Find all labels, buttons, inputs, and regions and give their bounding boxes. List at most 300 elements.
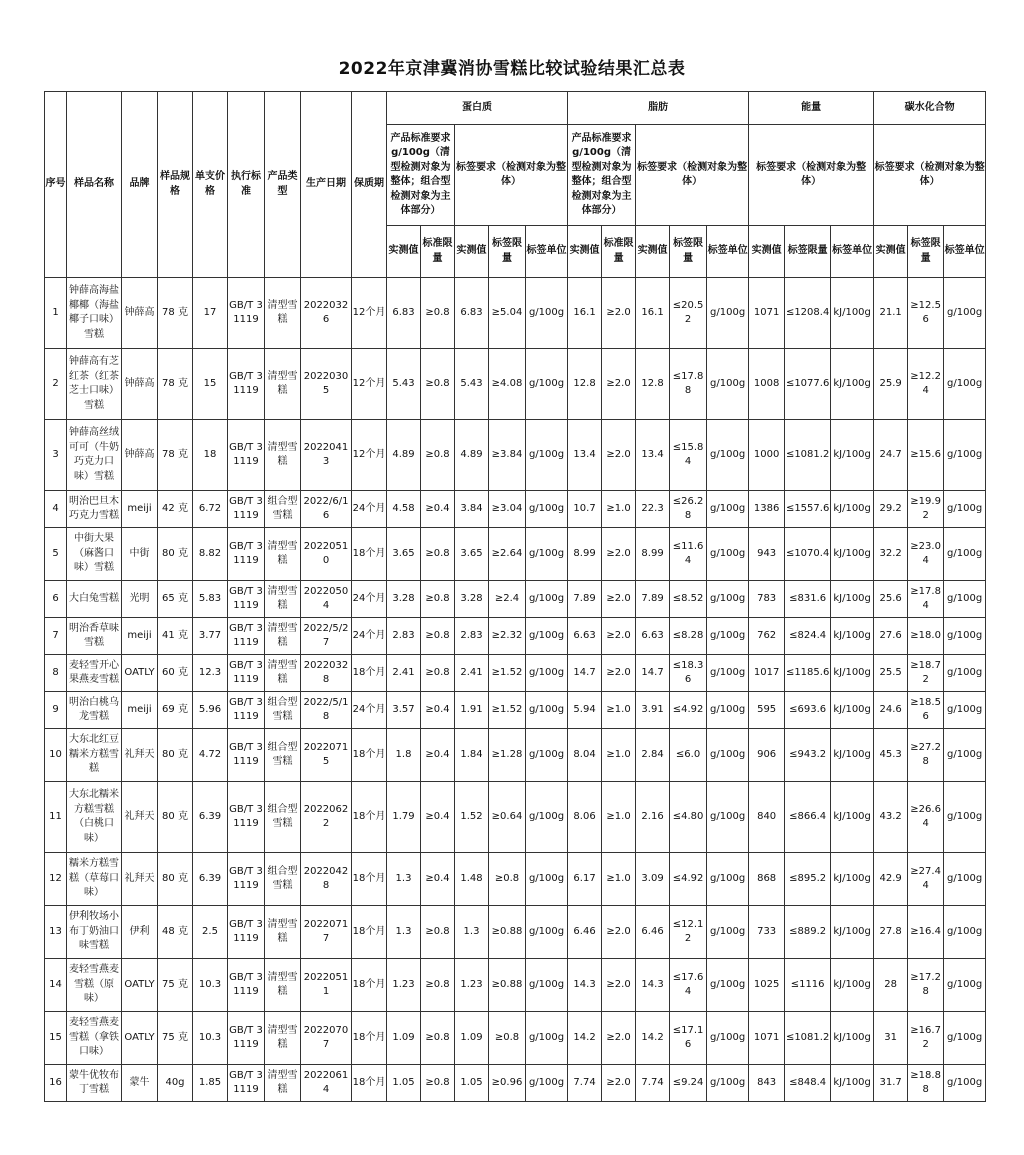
cell-type: 清型雪糕 [265,420,301,491]
cell-std: GB/T 31119 [228,278,265,349]
cell-no: 11 [45,782,67,853]
cell-p-meas: 3.28 [387,581,421,618]
cell-f-lab: 6.46 [636,906,670,959]
cell-f-std: ≥2.0 [602,906,636,959]
cell-e-meas: 868 [749,853,785,906]
cell-spec: 69 克 [158,692,193,729]
cell-brand: 钟薛高 [122,420,158,491]
cell-f-unit: g/100g [707,655,749,692]
cell-brand: 礼拜天 [122,729,158,782]
table-row [45,655,986,692]
cell-brand: 伊利 [122,906,158,959]
cell-price: 3.77 [193,618,228,655]
header-protein: 蛋白质 [387,92,568,125]
cell-date: 20220614 [301,1065,352,1102]
header-fat-measured: 实测值 [568,226,602,278]
cell-no: 1 [45,278,67,349]
cell-type: 清型雪糕 [265,349,301,420]
table-row [45,528,986,581]
cell-e-lim: ≤889.2 [785,906,831,959]
cell-p-meas: 3.57 [387,692,421,729]
cell-type: 清型雪糕 [265,528,301,581]
cell-e-lim: ≤943.2 [785,729,831,782]
cell-p-lim: ≥0.64 [489,782,526,853]
cell-date: 20220428 [301,853,352,906]
cell-type: 组合型雪糕 [265,692,301,729]
cell-f-lab: 3.91 [636,692,670,729]
cell-p-std: ≥0.4 [421,692,455,729]
cell-p-meas: 1.3 [387,906,421,959]
cell-e-meas: 906 [749,729,785,782]
cell-brand: 蒙牛 [122,1065,158,1102]
cell-e-meas: 1008 [749,349,785,420]
cell-type: 组合型雪糕 [265,729,301,782]
cell-p-unit: g/100g [526,581,568,618]
cell-f-unit: g/100g [707,581,749,618]
cell-f-meas: 14.2 [568,1012,602,1065]
cell-f-std: ≥1.0 [602,853,636,906]
header-protein-label-measured: 实测值 [455,226,489,278]
cell-f-std: ≥2.0 [602,278,636,349]
table-row [45,692,986,729]
cell-e-unit: kJ/100g [831,528,874,581]
cell-c-lim: ≥12.56 [908,278,944,349]
cell-type: 清型雪糕 [265,1065,301,1102]
cell-date: 2022/6/16 [301,491,352,528]
cell-f-std: ≥1.0 [602,729,636,782]
cell-std: GB/T 31119 [228,959,265,1012]
cell-name: 钟薛高有芝红茶（红茶芝士口味）雪糕 [67,349,122,420]
table-row [45,618,986,655]
header-standard: 执行标准 [228,92,265,278]
cell-type: 组合型雪糕 [265,491,301,528]
cell-c-unit: g/100g [944,906,986,959]
cell-p-meas: 6.83 [387,278,421,349]
cell-price: 15 [193,349,228,420]
cell-p-lab: 1.3 [455,906,489,959]
cell-c-lim: ≥27.44 [908,853,944,906]
cell-type: 清型雪糕 [265,618,301,655]
cell-f-unit: g/100g [707,349,749,420]
cell-p-meas: 5.43 [387,349,421,420]
cell-f-unit: g/100g [707,1012,749,1065]
cell-price: 12.3 [193,655,228,692]
cell-p-unit: g/100g [526,692,568,729]
cell-p-meas: 1.09 [387,1012,421,1065]
cell-f-unit: g/100g [707,853,749,906]
cell-std: GB/T 31119 [228,853,265,906]
cell-p-unit: g/100g [526,655,568,692]
cell-date: 20220328 [301,655,352,692]
cell-c-meas: 24.7 [874,420,908,491]
cell-f-lab: 16.1 [636,278,670,349]
cell-p-lim: ≥2.32 [489,618,526,655]
cell-c-lim: ≥19.92 [908,491,944,528]
cell-p-std: ≥0.8 [421,655,455,692]
cell-p-lim: ≥0.8 [489,853,526,906]
cell-spec: 78 克 [158,420,193,491]
cell-brand: meiji [122,491,158,528]
cell-spec: 80 克 [158,782,193,853]
header-fat: 脂肪 [568,92,749,125]
cell-c-lim: ≥18.88 [908,1065,944,1102]
cell-price: 4.72 [193,729,228,782]
cell-f-lim: ≤11.64 [670,528,707,581]
cell-f-unit: g/100g [707,782,749,853]
cell-p-std: ≥0.4 [421,782,455,853]
table-row [45,1012,986,1065]
table-row [45,420,986,491]
cell-shelf: 18个月 [352,655,387,692]
cell-shelf: 18个月 [352,1012,387,1065]
cell-f-lim: ≤4.92 [670,692,707,729]
cell-p-unit: g/100g [526,959,568,1012]
cell-p-lab: 1.84 [455,729,489,782]
table-row [45,853,986,906]
cell-e-unit: kJ/100g [831,618,874,655]
cell-e-meas: 1386 [749,491,785,528]
header-carb-label-unit: 标签单位 [944,226,986,278]
cell-name: 蒙牛优牧布丁雪糕 [67,1065,122,1102]
cell-f-lim: ≤15.84 [670,420,707,491]
cell-f-meas: 8.04 [568,729,602,782]
cell-f-std: ≥1.0 [602,491,636,528]
cell-type: 组合型雪糕 [265,782,301,853]
cell-c-meas: 31.7 [874,1065,908,1102]
cell-c-lim: ≥17.84 [908,581,944,618]
cell-no: 8 [45,655,67,692]
cell-date: 20220326 [301,278,352,349]
cell-e-meas: 733 [749,906,785,959]
cell-e-meas: 1025 [749,959,785,1012]
cell-p-meas: 1.79 [387,782,421,853]
cell-c-meas: 25.9 [874,349,908,420]
cell-no: 3 [45,420,67,491]
cell-c-meas: 29.2 [874,491,908,528]
cell-spec: 75 克 [158,959,193,1012]
cell-c-meas: 25.6 [874,581,908,618]
cell-shelf: 18个月 [352,729,387,782]
cell-p-lim: ≥0.8 [489,1012,526,1065]
cell-f-lim: ≤17.88 [670,349,707,420]
cell-spec: 40g [158,1065,193,1102]
cell-e-meas: 783 [749,581,785,618]
cell-c-lim: ≥17.28 [908,959,944,1012]
cell-date: 20220413 [301,420,352,491]
cell-std: GB/T 31119 [228,618,265,655]
cell-c-meas: 31 [874,1012,908,1065]
cell-e-lim: ≤1077.6 [785,349,831,420]
table-row [45,581,986,618]
cell-type: 清型雪糕 [265,906,301,959]
cell-std: GB/T 31119 [228,692,265,729]
cell-std: GB/T 31119 [228,906,265,959]
cell-price: 6.39 [193,853,228,906]
cell-f-lim: ≤17.64 [670,959,707,1012]
cell-spec: 65 克 [158,581,193,618]
cell-brand: 钟薛高 [122,349,158,420]
cell-e-unit: kJ/100g [831,1012,874,1065]
cell-c-lim: ≥27.28 [908,729,944,782]
cell-f-unit: g/100g [707,420,749,491]
cell-p-meas: 4.89 [387,420,421,491]
cell-c-unit: g/100g [944,618,986,655]
cell-std: GB/T 31119 [228,528,265,581]
cell-p-lim: ≥0.88 [489,906,526,959]
cell-f-unit: g/100g [707,528,749,581]
cell-shelf: 18个月 [352,906,387,959]
cell-brand: 钟薛高 [122,278,158,349]
cell-f-lim: ≤4.80 [670,782,707,853]
cell-e-unit: kJ/100g [831,692,874,729]
cell-p-lab: 1.23 [455,959,489,1012]
cell-f-lab: 2.84 [636,729,670,782]
cell-f-std: ≥2.0 [602,618,636,655]
cell-c-lim: ≥18.0 [908,618,944,655]
cell-e-lim: ≤824.4 [785,618,831,655]
cell-price: 5.96 [193,692,228,729]
cell-p-lab: 4.89 [455,420,489,491]
cell-price: 5.83 [193,581,228,618]
cell-name: 糯米方糕雪糕（草莓口味） [67,853,122,906]
cell-name: 中街大果（麻酱口味）雪糕 [67,528,122,581]
cell-f-lim: ≤8.52 [670,581,707,618]
cell-c-unit: g/100g [944,1065,986,1102]
cell-e-unit: kJ/100g [831,491,874,528]
cell-f-unit: g/100g [707,1065,749,1102]
cell-f-lim: ≤4.92 [670,853,707,906]
cell-no: 6 [45,581,67,618]
cell-name: 明治白桃乌龙雪糕 [67,692,122,729]
cell-e-meas: 595 [749,692,785,729]
cell-f-lab: 3.09 [636,853,670,906]
cell-no: 14 [45,959,67,1012]
cell-shelf: 24个月 [352,581,387,618]
cell-shelf: 18个月 [352,1065,387,1102]
cell-e-unit: kJ/100g [831,278,874,349]
cell-shelf: 18个月 [352,528,387,581]
cell-type: 清型雪糕 [265,581,301,618]
cell-f-lim: ≤6.0 [670,729,707,782]
cell-f-meas: 12.8 [568,349,602,420]
cell-p-std: ≥0.8 [421,959,455,1012]
cell-f-meas: 14.3 [568,959,602,1012]
cell-e-meas: 840 [749,782,785,853]
header-protein-measured: 实测值 [387,226,421,278]
cell-e-unit: kJ/100g [831,349,874,420]
cell-name: 麦轻雪燕麦雪糕（原味） [67,959,122,1012]
cell-c-lim: ≥12.24 [908,349,944,420]
cell-shelf: 24个月 [352,618,387,655]
cell-brand: 礼拜天 [122,853,158,906]
table-row [45,278,986,349]
cell-spec: 75 克 [158,1012,193,1065]
cell-c-meas: 24.6 [874,692,908,729]
cell-p-lab: 3.28 [455,581,489,618]
cell-c-meas: 28 [874,959,908,1012]
cell-c-unit: g/100g [944,491,986,528]
cell-type: 清型雪糕 [265,1012,301,1065]
cell-p-lim: ≥0.96 [489,1065,526,1102]
cell-e-meas: 943 [749,528,785,581]
cell-e-unit: kJ/100g [831,853,874,906]
cell-date: 20220717 [301,906,352,959]
cell-c-unit: g/100g [944,959,986,1012]
cell-p-lim: ≥0.88 [489,959,526,1012]
header-name: 样品名称 [67,92,122,278]
cell-c-unit: g/100g [944,1012,986,1065]
header-fat-std-req: 产品标准要求g/100g（清型检测对象为整体；组合型检测对象为主体部分） [568,125,636,226]
cell-f-std: ≥2.0 [602,581,636,618]
cell-shelf: 24个月 [352,491,387,528]
cell-p-std: ≥0.8 [421,581,455,618]
cell-p-unit: g/100g [526,906,568,959]
cell-c-meas: 25.5 [874,655,908,692]
cell-c-lim: ≥18.72 [908,655,944,692]
cell-shelf: 12个月 [352,349,387,420]
cell-std: GB/T 31119 [228,782,265,853]
cell-brand: OATLY [122,959,158,1012]
cell-p-meas: 4.58 [387,491,421,528]
cell-f-unit: g/100g [707,692,749,729]
cell-p-lab: 6.83 [455,278,489,349]
cell-e-lim: ≤1185.6 [785,655,831,692]
header-protein-label-limit: 标签限量 [489,226,526,278]
cell-e-lim: ≤1081.2 [785,420,831,491]
cell-p-lim: ≥1.52 [489,655,526,692]
header-energy-label-unit: 标签单位 [831,226,874,278]
header-carb-label-req: 标签要求（检测对象为整体） [874,125,986,226]
cell-date: 2022/5/18 [301,692,352,729]
header-price: 单支价格 [193,92,228,278]
cell-brand: 光明 [122,581,158,618]
cell-e-lim: ≤1208.4 [785,278,831,349]
cell-p-meas: 1.23 [387,959,421,1012]
cell-e-unit: kJ/100g [831,655,874,692]
cell-brand: 礼拜天 [122,782,158,853]
cell-p-meas: 1.05 [387,1065,421,1102]
cell-p-meas: 1.3 [387,853,421,906]
header-brand: 品牌 [122,92,158,278]
cell-std: GB/T 31119 [228,1012,265,1065]
cell-p-lab: 1.52 [455,782,489,853]
cell-f-lab: 6.63 [636,618,670,655]
cell-f-unit: g/100g [707,618,749,655]
cell-e-unit: kJ/100g [831,782,874,853]
cell-p-std: ≥0.8 [421,906,455,959]
cell-date: 20220510 [301,528,352,581]
cell-p-lim: ≥2.4 [489,581,526,618]
cell-date: 20220305 [301,349,352,420]
cell-c-unit: g/100g [944,692,986,729]
cell-std: GB/T 31119 [228,655,265,692]
cell-spec: 80 克 [158,853,193,906]
header-type: 产品类型 [265,92,301,278]
cell-no: 10 [45,729,67,782]
header-fat-std-limit: 标准限量 [602,226,636,278]
cell-f-lim: ≤20.52 [670,278,707,349]
cell-price: 6.72 [193,491,228,528]
cell-c-meas: 43.2 [874,782,908,853]
cell-p-lab: 1.48 [455,853,489,906]
cell-p-std: ≥0.8 [421,1065,455,1102]
cell-f-meas: 16.1 [568,278,602,349]
cell-f-lim: ≤17.16 [670,1012,707,1065]
cell-f-unit: g/100g [707,906,749,959]
cell-p-meas: 1.8 [387,729,421,782]
cell-c-unit: g/100g [944,729,986,782]
cell-f-std: ≥2.0 [602,420,636,491]
cell-c-lim: ≥23.04 [908,528,944,581]
cell-type: 清型雪糕 [265,278,301,349]
cell-e-meas: 1071 [749,278,785,349]
cell-spec: 78 克 [158,349,193,420]
header-seq: 序号 [45,92,67,278]
page-title: 2022年京津冀消协雪糕比较试验结果汇总表 [338,59,686,79]
cell-name: 麦轻雪开心果燕麦雪糕 [67,655,122,692]
cell-p-lab: 1.91 [455,692,489,729]
cell-c-lim: ≥16.72 [908,1012,944,1065]
cell-p-lab: 1.05 [455,1065,489,1102]
cell-date: 20220622 [301,782,352,853]
cell-f-std: ≥2.0 [602,1065,636,1102]
cell-c-meas: 21.1 [874,278,908,349]
header-fat-label-req: 标签要求（检测对象为整体） [636,125,749,226]
cell-f-std: ≥2.0 [602,528,636,581]
table-row [45,1065,986,1102]
header-date: 生产日期 [301,92,352,278]
cell-f-meas: 8.99 [568,528,602,581]
header-protein-label-unit: 标签单位 [526,226,568,278]
cell-price: 10.3 [193,959,228,1012]
header-protein-std-req: 产品标准要求g/100g（清型检测对象为整体；组合型检测对象为主体部分） [387,125,455,226]
results-table-body [45,278,986,1102]
cell-c-meas: 27.8 [874,906,908,959]
cell-e-unit: kJ/100g [831,420,874,491]
cell-std: GB/T 31119 [228,349,265,420]
cell-e-lim: ≤848.4 [785,1065,831,1102]
cell-p-unit: g/100g [526,420,568,491]
cell-f-lab: 14.7 [636,655,670,692]
cell-e-meas: 1017 [749,655,785,692]
cell-no: 9 [45,692,67,729]
cell-p-std: ≥0.4 [421,853,455,906]
cell-shelf: 24个月 [352,692,387,729]
cell-p-unit: g/100g [526,782,568,853]
cell-f-lab: 8.99 [636,528,670,581]
cell-spec: 80 克 [158,528,193,581]
cell-e-lim: ≤1070.4 [785,528,831,581]
header-energy-measured: 实测值 [749,226,785,278]
cell-f-std: ≥2.0 [602,655,636,692]
cell-f-std: ≥2.0 [602,349,636,420]
cell-date: 20220504 [301,581,352,618]
cell-p-lab: 2.83 [455,618,489,655]
header-protein-label-req: 标签要求（检测对象为整体） [455,125,568,226]
cell-f-meas: 6.46 [568,906,602,959]
cell-p-std: ≥0.8 [421,278,455,349]
cell-c-lim: ≥15.6 [908,420,944,491]
cell-spec: 80 克 [158,729,193,782]
cell-std: GB/T 31119 [228,420,265,491]
cell-p-lab: 3.84 [455,491,489,528]
cell-f-unit: g/100g [707,959,749,1012]
cell-type: 清型雪糕 [265,959,301,1012]
cell-p-unit: g/100g [526,729,568,782]
cell-f-lim: ≤9.24 [670,1065,707,1102]
cell-type: 组合型雪糕 [265,853,301,906]
cell-c-unit: g/100g [944,349,986,420]
